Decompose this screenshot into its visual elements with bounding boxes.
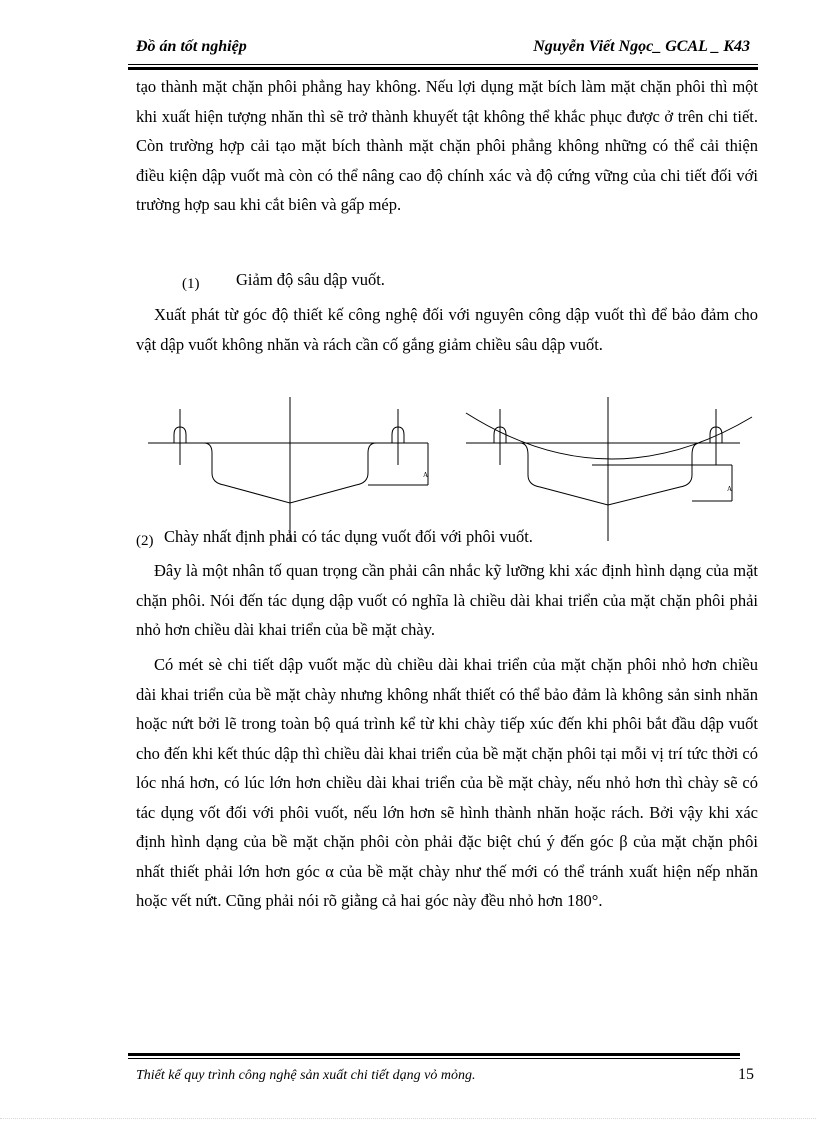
right-cup-profile bbox=[520, 443, 700, 505]
list-text-1: Giảm độ sâu dập vuốt. bbox=[236, 270, 385, 289]
header-author: Nguyễn Viết Ngọc_ GCAL _ K43 bbox=[533, 38, 750, 55]
left-dim-label: A bbox=[423, 471, 429, 479]
paragraph-1-text: tạo thành mặt chặn phôi phẳng hay không. Nếu lợi dụng mặt bích làm mặt chặn phôi thì một khi xuất hiện tượng nhăn thì sẽ trở thành khuyết tật không thể khắc phục được ở trên chi tiết. Còn trường hợp cải tạo mặt bích thành mặt chặn phôi phẳng không những có thể cải thiện điều kiện dập vuốt mà còn có thể nâng cao độ chính xác và độ cứng vững của chi tiết đối với trường hợp sau khi cắt biên và gấp mép. bbox=[136, 77, 758, 214]
list-number-1: (1) bbox=[182, 276, 200, 292]
footer-title: Thiết kế quy trình công nghệ sản xuất chi tiết dạng vỏ mỏng. bbox=[136, 1068, 476, 1083]
page-header bbox=[128, 36, 756, 60]
list-number-2: (2) bbox=[136, 533, 154, 549]
technical-drawing bbox=[140, 395, 760, 545]
right-drawing bbox=[466, 397, 752, 541]
header-title: Đồ án tốt nghiệp bbox=[136, 38, 247, 55]
right-binder-curve bbox=[466, 413, 752, 459]
right-dim-label: A bbox=[727, 485, 733, 493]
header-rule-thick bbox=[128, 67, 758, 70]
page-number: 15 bbox=[738, 1066, 754, 1083]
page-bottom-dotted-line bbox=[0, 1118, 816, 1119]
footer-rule-thin bbox=[128, 1058, 740, 1059]
list-text-2: Chày nhất định phải có tác dụng vuốt đối với phôi vuốt. bbox=[164, 527, 533, 546]
footer-rule-thick bbox=[128, 1053, 740, 1056]
paragraph-3: Đây là một nhân tố quan trọng cần phải cân nhắc kỹ lưỡng khi xác định hình dạng của mặt chặn phôi. Nói đến tác dụng dập vuốt có nghĩa là chiều dài khai triển của mặt chặn phôi phải nhỏ hơn chiều dài khai triển của bề mặt chày. bbox=[136, 561, 758, 639]
paragraph-2: Xuất phát từ góc độ thiết kế công nghệ đối với nguyên công dập vuốt thì để bảo đảm cho vật dập vuốt không nhăn và rách cần cố gắng giảm chiều sâu dập vuốt. bbox=[136, 305, 758, 354]
paragraph-4: Có mét sè chi tiết dập vuốt mặc dù chiều dài khai triển của mặt chặn phôi nhỏ hơn chiều dài khai triển của bề mặt chày nhưng không nhất thiết có thể bảo đảm là không sản sinh nhăn hoặc nứt bởi lẽ trong toàn bộ quá trình kể từ khi chày tiếp xúc đến khi phôi bắt đầu dập vuốt cho đến khi kết thúc dập thì chiều dài khai triển của bề mặt chặn phôi tại mỗi vị trí tức thời có lóc nhá hơn, có lúc lớn hơn chiều dài khai triển của bề mặt chày, nếu nhỏ hơn thì chày sẽ có tác dụng vốt đối với phôi vuốt, nếu lớn hơn sẽ hình thành nhăn hoặc rách. Bởi vậy khi xác định hình dạng của bề mặt chặn phôi còn phải đặc biệt chú ý đến góc β của mặt chặn phôi nhất thiết phải lớn hơn góc α của bề mặt chày như thế mới có thể tránh xuất hiện nếp nhăn hoặc vết nứt. Cũng phải nói rõ giằng cả hai góc này đều nhỏ hơn 180°. bbox=[136, 655, 758, 910]
left-drawing bbox=[148, 397, 428, 541]
header-rule-thin bbox=[128, 64, 758, 65]
paragraph-1 bbox=[136, 72, 758, 220]
